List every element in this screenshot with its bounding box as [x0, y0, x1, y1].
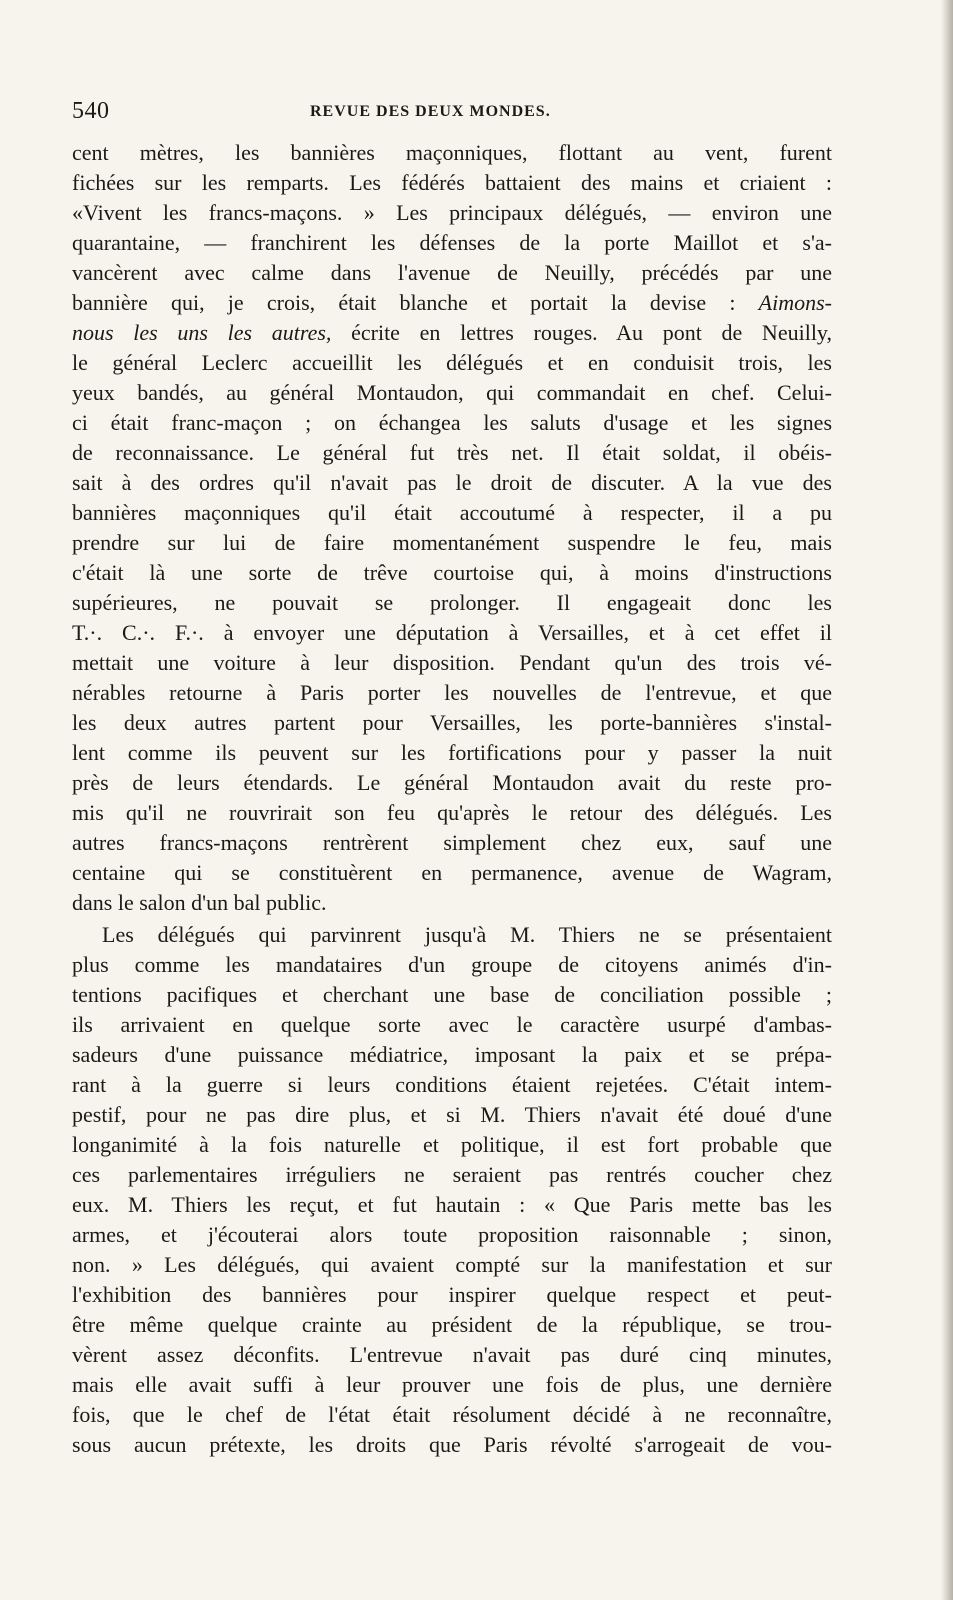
text-line: près de leurs étendards. Le général Montaudon avait du reste pro- — [72, 770, 832, 795]
text-line: quarantaine, — franchirent les défenses de la porte Maillot et s'a- — [72, 230, 832, 255]
text-line: centaine qui se constituèrent en permanence, avenue de Wagram, — [72, 860, 832, 885]
text-line: autres francs-maçons rentrèrent simplement chez eux, sauf une — [72, 830, 832, 855]
text-line: être même quelque crainte au président de la république, se trou- — [72, 1312, 832, 1337]
italic-motto: Aimons- — [758, 290, 832, 315]
text-line: nous les uns les autres, écrite en lettres rouges. Au pont de Neuilly, — [72, 320, 832, 345]
text-line: nérables retourne à Paris porter les nouvelles de l'entrevue, et que — [72, 680, 832, 705]
page-header — [72, 98, 832, 134]
text-line: sadeurs d'une puissance médiatrice, imposant la paix et se prépa- — [72, 1042, 832, 1067]
text-line: plus comme les mandataires d'un groupe de citoyens animés d'in- — [72, 952, 832, 977]
text-line: eux. M. Thiers les reçut, et fut hautain : « Que Paris mette bas les — [72, 1192, 832, 1217]
text-line: armes, et j'écouterai alors toute proposition raisonnable ; sinon, — [72, 1222, 832, 1247]
page-edge-shadow — [941, 0, 953, 1600]
text-line: sous aucun prétexte, les droits que Paris révolté s'arrogeait de vou- — [72, 1432, 832, 1457]
body-text — [72, 138, 832, 1460]
text-line: le général Leclerc accueillit les délégués et en conduisit trois, les — [72, 350, 832, 375]
text-line: supérieures, ne pouvait se prolonger. Il engageait donc les — [72, 590, 832, 615]
text-line: non. » Les délégués, qui avaient compté sur la manifestation et sur — [72, 1252, 832, 1277]
text-line: cent mètres, les bannières maçonniques, flottant au vent, furent — [72, 140, 832, 165]
paragraph-1 — [72, 138, 832, 918]
text-line: fichées sur les remparts. Les fédérés battaient des mains et criaient : — [72, 170, 832, 195]
text-line: mis qu'il ne rouvrirait son feu qu'après le retour des délégués. Les — [72, 800, 832, 825]
text-line: Les délégués qui parvinrent jusqu'à M. Thiers ne se présentaient — [102, 922, 832, 947]
running-title: REVUE DES DEUX MONDES. — [310, 103, 551, 120]
text-line: rant à la guerre si leurs conditions étaient rejetées. C'était intem- — [72, 1072, 832, 1097]
text-line: T.·. C.·. F.·. à envoyer une députation à Versailles, et à cet effet il — [72, 620, 832, 645]
text-line: ces parlementaires irréguliers ne seraient pas rentrés coucher chez — [72, 1162, 832, 1187]
paragraph-2 — [72, 920, 832, 1460]
text-line: les deux autres partent pour Versailles, les porte-bannières s'instal- — [72, 710, 832, 735]
text-line: prendre sur lui de faire momentanément suspendre le feu, mais — [72, 530, 832, 555]
text-line: mais elle avait suffi à leur prouver une fois de plus, une dernière — [72, 1372, 832, 1397]
text-line: l'exhibition des bannières pour inspirer quelque respect et peut- — [72, 1282, 832, 1307]
text-line: bannière qui, je crois, était blanche et portait la devise : Aimons- — [72, 290, 832, 315]
text-line: sait à des ordres qu'il n'avait pas le droit de discuter. A la vue des — [72, 470, 832, 495]
text-line: lent comme ils peuvent sur les fortifications pour y passer la nuit — [72, 740, 832, 765]
text-line: de reconnaissance. Le général fut très net. Il était soldat, il obéis- — [72, 440, 832, 465]
text-line: yeux bandés, au général Montaudon, qui commandait en chef. Celui- — [72, 380, 832, 405]
text-line: fois, que le chef de l'état était résolument décidé à ne reconnaître, — [72, 1402, 832, 1427]
text-line: bannières maçonniques qu'il était accoutumé à respecter, il a pu — [72, 500, 832, 525]
text-line: dans le salon d'un bal public. — [72, 890, 327, 915]
text-line: ci était franc-maçon ; on échangea les saluts d'usage et les signes — [72, 410, 832, 435]
text-line: mettait une voiture à leur disposition. Pendant qu'un des trois vé- — [72, 650, 832, 675]
text-line: longanimité à la fois naturelle et politique, il est fort probable que — [72, 1132, 832, 1157]
italic-motto: nous les uns les autres, — [72, 320, 332, 345]
text-line: tentions pacifiques et cherchant une base de conciliation possible ; — [72, 982, 832, 1007]
text-line: vèrent assez déconfits. L'entrevue n'avait pas duré cinq minutes, — [72, 1342, 832, 1367]
text-line: pestif, pour ne pas dire plus, et si M. Thiers n'avait été doué d'une — [72, 1102, 832, 1127]
text-line: vancèrent avec calme dans l'avenue de Neuilly, précédés par une — [72, 260, 832, 285]
text-line: «Vivent les francs-maçons. » Les principaux délégués, — environ une — [72, 200, 832, 225]
text-line: c'était là une sorte de trêve courtoise qui, à moins d'instructions — [72, 560, 832, 585]
text-line: ils arrivaient en quelque sorte avec le caractère usurpé d'ambas- — [72, 1012, 832, 1037]
page-number: 540 — [72, 98, 110, 124]
